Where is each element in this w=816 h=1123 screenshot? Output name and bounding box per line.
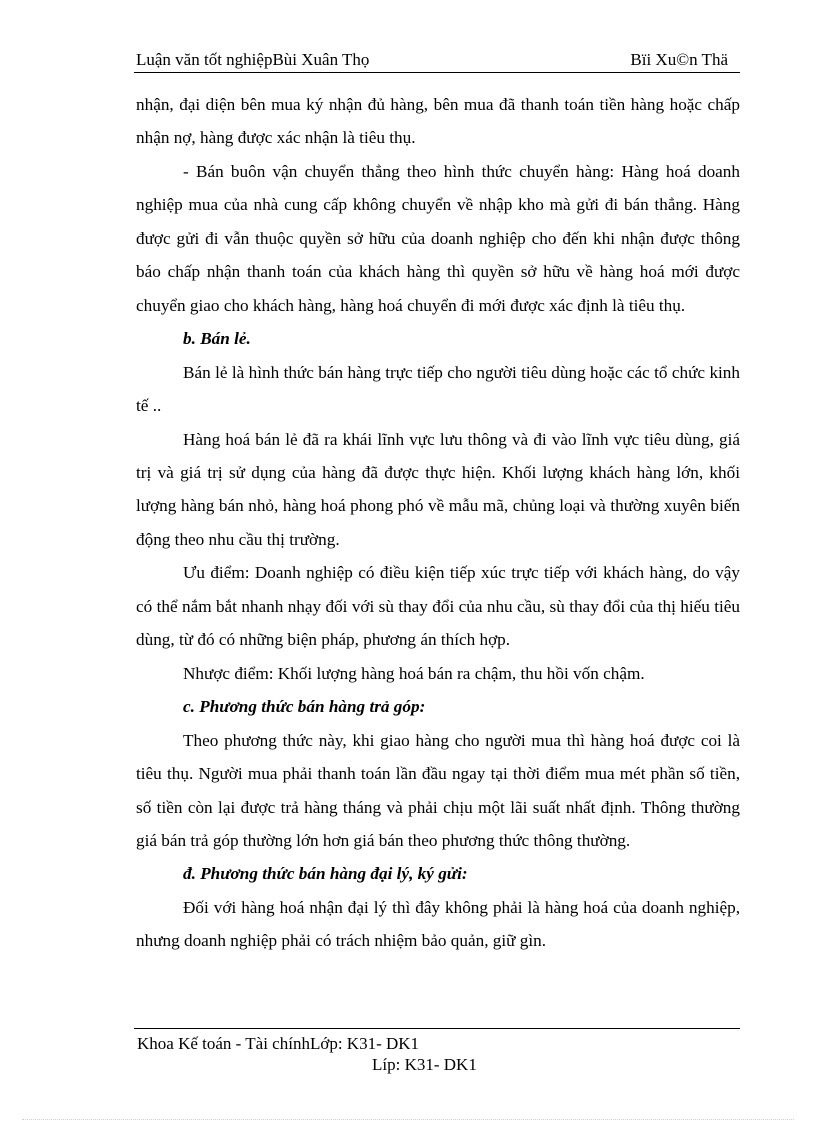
footer-rule [134, 1028, 740, 1029]
footer-line-2: Líp: K31- DK1 [372, 1055, 477, 1074]
paragraph-retail-definition: Bán lẻ là hình thức bán hàng trực tiếp cho người tiêu dùng hoặc các tổ chức kinh tế .. [136, 362, 740, 416]
page-edge-divider [22, 1119, 794, 1120]
section-heading-retail: b. Bán lẻ. [183, 329, 251, 349]
header-left-text: Luận văn tốt nghiệpBùi Xuân Thọ [136, 50, 370, 69]
paragraph-agency: Đối với hàng hoá nhận đại lý thì đây không phải là hàng hoá của doanh nghiệp, nhưng doanh nghiệp phải có trách nhiệm bảo quản, giữ gìn. [136, 897, 740, 951]
document-body [136, 88, 740, 958]
paragraph-installment: Theo phương thức này, khi giao hàng cho người mua thì hàng hoá được coi là tiêu thụ. Người mua phải thanh toán lần đầu ngay tại thời điểm mua mét phần số tiền, số tiền còn lại được trả hàng tháng và phải chịu một lãi suất nhất định. Thông thường giá bán trả góp thường lớn hơn giá bán theo phương thức thông thường. [136, 730, 740, 850]
footer-line-1: Khoa Kế toán - Tài chínhLớp: K31- DK1 [137, 1034, 420, 1053]
paragraph-disadvantages: Nhược điểm: Khối lượng hàng hoá bán ra chậm, thu hồi vốn chậm. [183, 663, 645, 683]
section-heading-agency: đ. Phương thức bán hàng đại lý, ký gửi: [183, 864, 468, 884]
section-heading-installment: c. Phương thức bán hàng trả góp: [183, 697, 426, 717]
header-rule [134, 72, 740, 73]
paragraph-retail-goods: Hàng hoá bán lẻ đã ra khái lĩnh vực lưu thông và đi vào lĩnh vực tiêu dùng, giá trị và giá trị sử dụng của hàng đã được thực hiện. Khối lượng khách hàng lớn, khối lượng hàng bán nhỏ, hàng hoá phong phó về mẫu mã, chủng loại và thường xuyên biến động theo nhu cầu thị trường. [136, 429, 740, 549]
header-right-text: Bïi Xu©n Thä [630, 50, 728, 69]
paragraph-advantages: Ưu điểm: Doanh nghiệp có điều kiện tiếp xúc trực tiếp với khách hàng, do vậy có thể nắm bắt nhanh nhạy đối với sù thay đổi của nhu cầu, sù thay đổi của thị hiếu tiêu dùng, từ đó có những biện pháp, phương án thích hợp. [136, 563, 740, 650]
paragraph-direct-shipment: - Bán buôn vận chuyển thẳng theo hình thức chuyển hàng: Hàng hoá doanh nghiệp mua của nhà cung cấp không chuyển về nhập kho mà gửi đi bán thẳng. Hàng được gửi đi vẫn thuộc quyền sở hữu của doanh nghiệp cho đến khi nhận được thông báo chấp nhận thanh toán của khách hàng thì quyền sở hữu về hàng hoá mới được chuyển giao cho khách hàng, hàng hoá chuyển đi mới được xác định là tiêu thụ. [136, 161, 740, 315]
paragraph-continuation: nhận, đại diện bên mua ký nhận đủ hàng, bên mua đã thanh toán tiền hàng hoặc chấp nhận nợ, hàng được xác nhận là tiêu thụ. [136, 95, 740, 148]
